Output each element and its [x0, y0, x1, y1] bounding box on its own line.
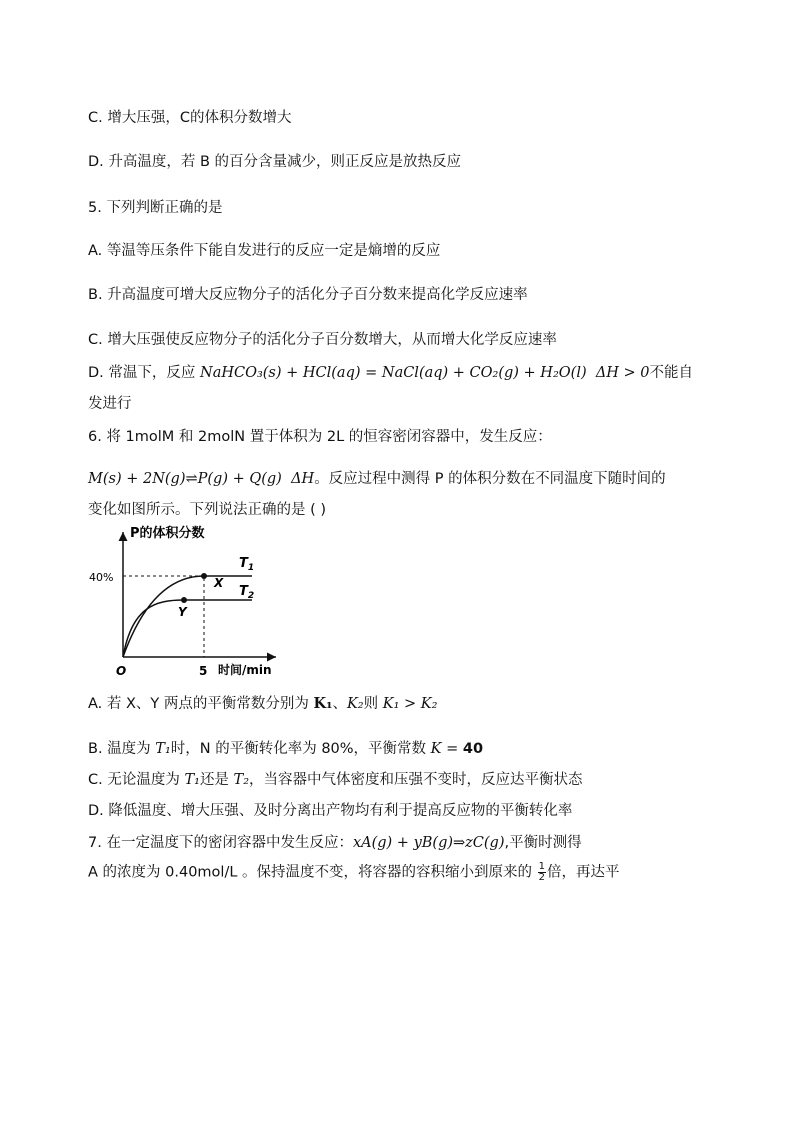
- q7-stem-line2: A 的浓度为 0.40mol/L 。保持温度不变，将容器的容积缩小到原来的 $\frac{1}{2}$ 倍，再达平: [88, 861, 620, 883]
- q6-equation: M(s) + 2N(g)⇌P(g) + Q(g): [88, 471, 282, 487]
- point-x-marker: [201, 573, 207, 579]
- x-axis-label: 时间/min: [218, 663, 272, 677]
- q6-option-b: B. 温度为 T₁时，N 的平衡转化率为 80%，平衡常数 K = 40: [88, 741, 484, 757]
- q5-stem: 5. 下列判断正确的是: [88, 200, 223, 216]
- y-axis-label: P的体积分数: [130, 526, 205, 541]
- q5-option-a: A. 等温等压条件下能自发进行的反应一定是熵增的反应: [88, 243, 441, 259]
- point-y-label: Y: [178, 605, 187, 619]
- q6-option-c: C. 无论温度为 T₁还是 T₂，当容器中气体密度和压强不变时，反应达平衡状态: [88, 772, 583, 788]
- one-half-fraction: $\frac{1}{2}$: [538, 861, 546, 883]
- q5-equation: NaHCO₃(s) + HCl(aq) = NaCl(aq) + CO₂(g) + H₂O(l): [200, 365, 587, 381]
- q5-enthalpy: ΔH > 0: [595, 365, 650, 381]
- q6-option-a: A. 若 X、Y 两点的平衡常数分别为 K₁、K₂则 K₁ > K₂: [88, 695, 438, 712]
- series-label-t2: $T_2$: [239, 584, 255, 601]
- point-x-label: X: [214, 576, 224, 590]
- point-y-marker: [181, 597, 187, 603]
- q4-option-d: D. 升高温度，若 B 的百分含量减少，则正反应是放热反应: [88, 154, 462, 170]
- q5-option-d: D. 常温下，反应 NaHCO₃(s) + HCl(aq) = NaCl(aq) + CO₂(g) + H₂O(l) ΔH > 0不能自: [88, 365, 694, 381]
- q5-option-b: B. 升高温度可增大反应物分子的活化分子百分数来提高化学反应速率: [88, 287, 528, 303]
- q6-option-d: D. 降低温度、增大压强、及时分离出产物均有利于提高反应物的平衡转化率: [88, 803, 573, 819]
- y-tick-label: 40%: [89, 571, 114, 584]
- q5-option-c: C. 增大压强使反应物分子的活化分子百分数增大，从而增大化学反应速率: [88, 332, 557, 348]
- q7-equation: xA(g) + yB(g)⇒zC(g): [352, 835, 505, 851]
- q4-option-c: C. 增大压强，C的体积分数增大: [88, 110, 292, 126]
- volume-fraction-chart: [89, 520, 300, 682]
- x-tick-label: 5: [199, 664, 208, 678]
- q6-stem-line1: 6. 将 1molM 和 2molN 置于体积为 2L 的恒容密闭容器中，发生反应：: [88, 429, 552, 445]
- q7-stem-line1: 7. 在一定温度下的密闭容器中发生反应：xA(g) + yB(g)⇒zC(g),平衡时测得: [88, 835, 582, 851]
- series-line-t2: [123, 600, 252, 657]
- series-label-t1: $T_1$: [239, 556, 255, 573]
- series-line-t1: [123, 576, 255, 657]
- origin-label: O: [116, 664, 127, 678]
- q6-stem-line2: M(s) + 2N(g)⇌P(g) + Q(g) ΔH。反应过程中测得 P 的体积分数在不同温度下随时间的: [88, 471, 666, 487]
- q6-stem-line3: 变化如图所示。下列说法正确的是 ( ): [88, 502, 327, 518]
- q5-option-d-continued: 发进行: [88, 396, 132, 412]
- q6-enthalpy: ΔH: [291, 471, 315, 487]
